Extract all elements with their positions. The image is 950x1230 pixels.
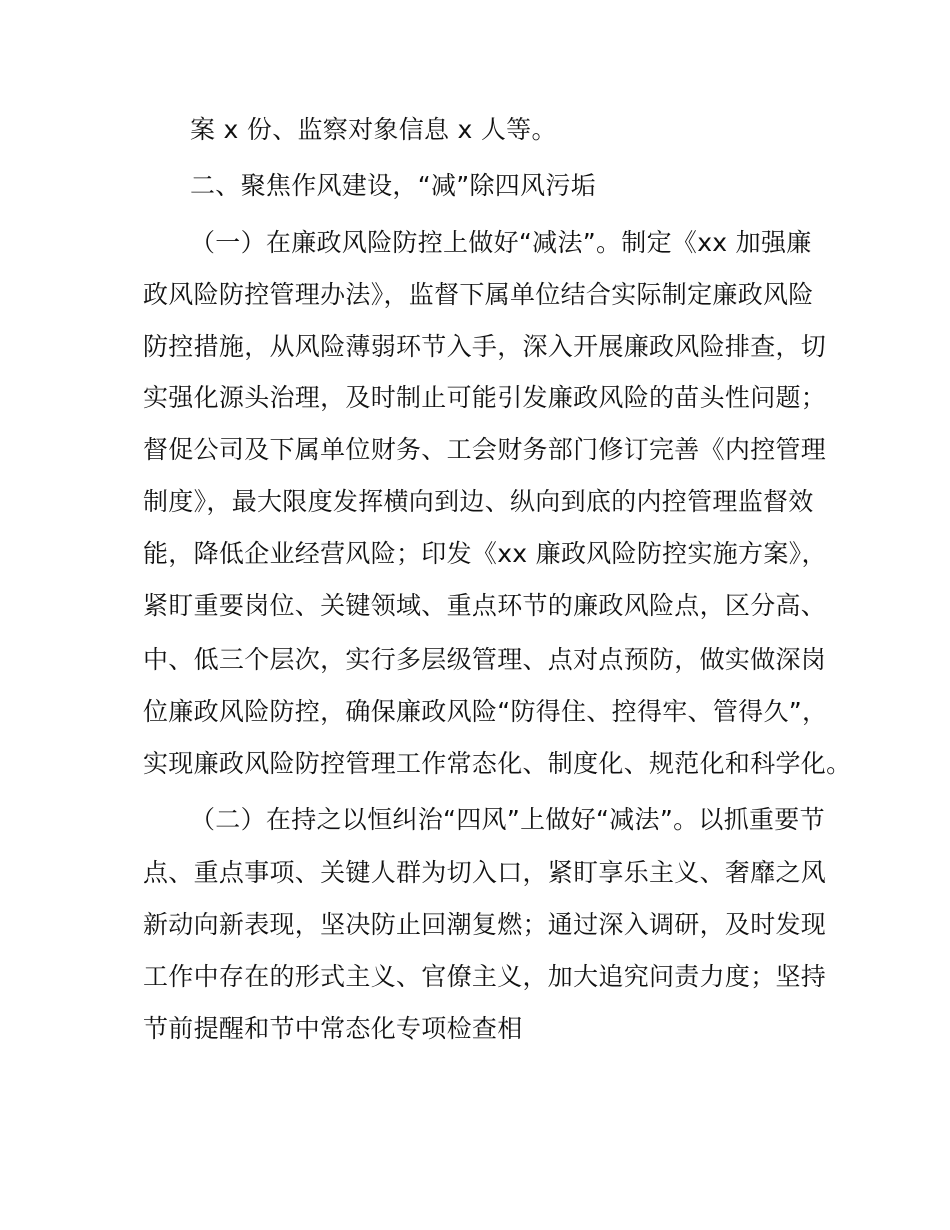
text-line: 防控措施，从风险薄弱环节入手，深入开展廉政风险排查，切 <box>143 332 827 361</box>
text-line: （一）在廉政风险防控上做好“减法”。制定《xx 加强廉 <box>190 228 812 257</box>
text-line: 政风险防控管理办法》，监督下属单位结合实际制定廉政风险 <box>143 280 814 309</box>
text-line: 督促公司及下属单位财务、工会财务部门修订完善《内控管理 <box>143 435 827 464</box>
text-line: 点、重点事项、关键人群为切入口，紧盯享乐主义、奢靡之风 <box>143 858 827 887</box>
text-line: 实现廉政风险防控管理工作常态化、制度化、规范化和科学化。 <box>143 749 852 778</box>
text-line: （二）在持之以恒纠治“四风”上做好“减法”。以抓重要节 <box>190 805 825 834</box>
text-line: 能，降低企业经营风险；印发《xx 廉政风险防控实施方案》， <box>143 539 827 568</box>
text-line: 新动向新表现，坚决防止回潮复燃；通过深入调研，及时发现 <box>143 910 827 939</box>
text-line: 制度》，最大限度发挥横向到边、纵向到底的内控管理监督效 <box>143 487 814 516</box>
text-line: 实强化源头治理，及时制止可能引发廉政风险的苗头性问题； <box>143 383 827 412</box>
heading-text: 二、聚焦作风建设，“减”除四风污垢 <box>190 171 597 200</box>
text-line: 中、低三个层次，实行多层级管理、点对点预防，做实做深岗 <box>143 645 827 674</box>
text-line: 工作中存在的形式主义、官僚主义，加大追究问责力度；坚持 <box>143 962 827 991</box>
text-line: 案 x 份、监察对象信息 x 人等。 <box>190 115 557 144</box>
text-line: 紧盯重要岗位、关键领域、重点环节的廉政风险点，区分高、 <box>143 591 827 620</box>
text-line: 位廉政风险防控，确保廉政风险“防得住、控得牢、管得久”， <box>143 697 828 726</box>
text-line: 节前提醒和节中常态化专项检查相 <box>143 1014 523 1043</box>
